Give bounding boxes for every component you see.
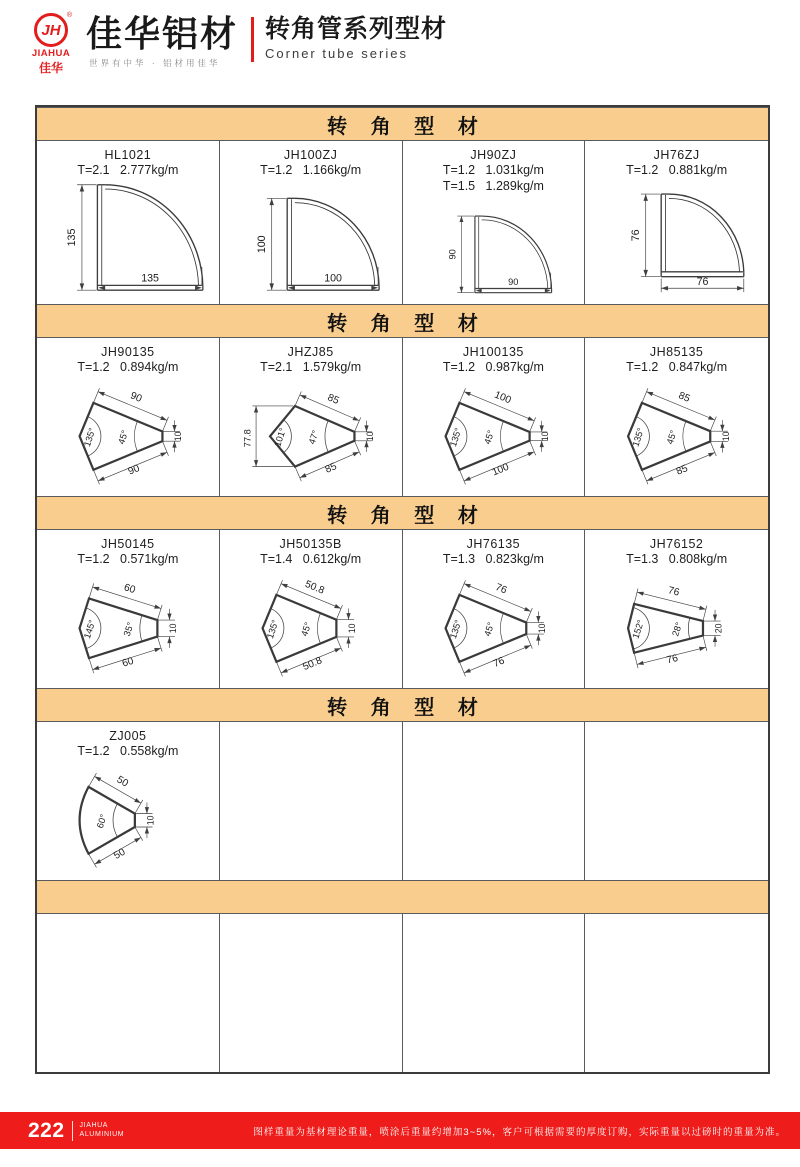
svg-text:135: 135 — [66, 228, 79, 247]
svg-text:28°: 28° — [670, 621, 685, 638]
svg-text:76: 76 — [667, 585, 681, 599]
svg-text:10: 10 — [346, 623, 357, 634]
svg-text:135°: 135° — [630, 426, 647, 449]
profile-specs — [37, 743, 219, 759]
profile-row — [37, 141, 768, 304]
logo-name-cn: 佳华 — [38, 61, 63, 75]
footer-brand-line1: JIAHUA — [79, 1121, 109, 1129]
spec-line: T=1.4 0.612kg/m — [260, 552, 362, 566]
series-title: 转角管系列型材 — [265, 15, 448, 43]
profile-cell — [37, 722, 220, 880]
svg-text:85: 85 — [677, 390, 692, 406]
svg-text:76: 76 — [630, 229, 643, 242]
profile-cell — [585, 722, 768, 880]
spec-line: T=1.3 0.823kg/m — [442, 552, 544, 566]
profile-drawing — [403, 375, 585, 496]
svg-text:100: 100 — [492, 389, 513, 407]
profile-specs — [220, 359, 402, 375]
profile-cell — [37, 141, 220, 304]
profile-drawing — [220, 921, 402, 1072]
profile-model: ZJ005 — [109, 729, 147, 743]
footer-divider — [72, 1121, 73, 1141]
profile-table — [35, 105, 770, 1074]
section-banner — [37, 880, 768, 914]
section-title: 转 角 型 材 — [327, 115, 487, 138]
svg-text:50: 50 — [114, 774, 130, 790]
svg-text:10: 10 — [173, 431, 184, 442]
page-number: 222 — [28, 1118, 65, 1142]
profile-cell — [37, 530, 220, 688]
profile-drawing — [403, 195, 585, 305]
profile-drawing — [220, 375, 402, 496]
section-banner — [37, 304, 768, 338]
spec-line: T=1.2 1.166kg/m — [260, 163, 362, 177]
spec-line: T=1.3 0.808kg/m — [626, 552, 728, 566]
svg-text:45°: 45° — [299, 621, 313, 638]
profile-drawing — [403, 567, 585, 688]
profile-specs — [403, 162, 585, 195]
series-subtitle: Corner tube series — [265, 45, 408, 61]
profile-row — [37, 338, 768, 496]
profile-specs — [220, 551, 402, 567]
svg-text:100: 100 — [324, 272, 342, 285]
spec-line: T=1.2 1.031kg/m — [442, 163, 544, 177]
profile-drawing — [585, 375, 768, 496]
header-divider — [251, 17, 254, 62]
profile-model: JH100ZJ — [283, 148, 338, 162]
svg-text:76: 76 — [493, 582, 508, 597]
spec-line: T=1.2 0.987kg/m — [442, 360, 544, 374]
registered-mark: ® — [66, 12, 72, 19]
profile-cell — [403, 722, 586, 880]
profile-specs — [220, 162, 402, 178]
profile-section — [37, 496, 768, 688]
page-header — [0, 0, 800, 84]
section-title: 转 角 型 材 — [327, 504, 487, 527]
profile-model: JHZJ85 — [287, 345, 334, 359]
profile-specs — [585, 162, 768, 178]
profile-row — [37, 530, 768, 688]
profile-drawing — [37, 178, 219, 304]
footer-brand — [80, 1122, 125, 1140]
profile-cell — [403, 141, 586, 304]
spec-line: T=1.2 0.881kg/m — [626, 163, 728, 177]
svg-text:45°: 45° — [481, 621, 496, 638]
profile-specs — [403, 551, 585, 567]
profile-cell — [585, 914, 768, 1072]
svg-text:50.8: 50.8 — [302, 579, 326, 597]
profile-model: JH50135B — [279, 537, 342, 551]
profile-cell — [403, 914, 586, 1072]
profile-model: JH50145 — [101, 537, 155, 551]
profile-model: JH76152 — [649, 537, 704, 551]
spec-line: T=1.5 1.289kg/m — [442, 179, 544, 194]
profile-specs — [37, 359, 219, 375]
brand-title: 佳华铝材 — [86, 13, 239, 54]
svg-text:50.8: 50.8 — [301, 655, 324, 674]
svg-text:10: 10 — [364, 431, 375, 442]
profile-model: HL1021 — [104, 148, 152, 162]
profile-row — [37, 722, 768, 880]
profile-drawing — [585, 567, 768, 688]
spec-line: T=2.1 2.777kg/m — [77, 163, 179, 177]
svg-text:77.8: 77.8 — [242, 429, 253, 448]
profile-drawing — [585, 178, 768, 304]
spec-line: T=1.2 0.847kg/m — [626, 360, 728, 374]
svg-text:145°: 145° — [82, 618, 98, 641]
spec-line: T=1.2 0.571kg/m — [77, 552, 179, 566]
profile-section — [37, 107, 768, 304]
page-footer — [0, 1112, 800, 1149]
profile-specs — [37, 551, 219, 567]
svg-text:85: 85 — [675, 463, 690, 478]
svg-text:135°: 135° — [264, 618, 281, 641]
profile-cell — [403, 530, 586, 688]
profile-cell — [220, 530, 403, 688]
profile-model: JH100135 — [462, 345, 524, 359]
svg-text:135°: 135° — [447, 426, 463, 449]
svg-text:135: 135 — [141, 272, 159, 285]
svg-text:90: 90 — [447, 248, 458, 260]
profile-cell — [403, 338, 586, 496]
profile-drawing — [37, 759, 219, 880]
profile-cell — [220, 338, 403, 496]
svg-text:10: 10 — [536, 623, 547, 634]
logo-mark-icon — [34, 12, 72, 47]
svg-text:45°: 45° — [665, 429, 679, 446]
profile-drawing — [220, 178, 402, 304]
profile-section — [37, 688, 768, 880]
svg-text:100: 100 — [490, 461, 511, 479]
svg-text:76: 76 — [665, 653, 680, 667]
profile-model: JH76135 — [466, 537, 521, 551]
profile-model: JH90135 — [101, 345, 155, 359]
svg-text:85: 85 — [325, 392, 341, 408]
svg-text:100: 100 — [255, 235, 268, 254]
svg-text:47°: 47° — [306, 429, 321, 446]
profile-drawing — [220, 729, 402, 880]
brand-block — [86, 14, 238, 69]
series-block — [265, 15, 447, 61]
profile-section — [37, 304, 768, 496]
svg-text:45°: 45° — [481, 429, 496, 446]
svg-text:152°: 152° — [630, 618, 647, 641]
svg-text:60: 60 — [122, 582, 137, 597]
logo-monogram: JH — [41, 21, 61, 39]
section-banner — [37, 688, 768, 722]
profile-model: JH85135 — [649, 345, 704, 359]
footer-brand-line2: ALUMINIUM — [79, 1130, 125, 1138]
section-banner — [37, 107, 768, 141]
profile-drawing — [37, 567, 219, 688]
svg-text:135°: 135° — [82, 426, 98, 449]
svg-text:85: 85 — [323, 461, 339, 477]
svg-text:76: 76 — [696, 276, 709, 289]
svg-text:90: 90 — [126, 463, 142, 478]
spec-line: T=1.2 0.894kg/m — [77, 360, 179, 374]
profile-specs — [403, 359, 585, 375]
svg-text:60: 60 — [120, 655, 136, 670]
brand-slogan: 世界有中华 · 铝材用佳华 — [89, 57, 221, 68]
profile-specs — [585, 551, 768, 567]
profile-cell — [220, 914, 403, 1072]
svg-text:10: 10 — [145, 815, 156, 826]
profile-cell — [220, 141, 403, 304]
profile-drawing — [37, 375, 219, 496]
jiahua-logo — [24, 13, 78, 76]
profile-cell — [585, 338, 768, 496]
svg-text:35°: 35° — [121, 621, 136, 638]
profile-drawing — [403, 729, 585, 880]
section-title: 转 角 型 材 — [327, 696, 487, 719]
profile-cell — [220, 722, 403, 880]
section-title: 转 角 型 材 — [327, 312, 487, 335]
svg-text:10: 10 — [539, 431, 550, 442]
svg-text:101°: 101° — [272, 426, 288, 449]
svg-text:135°: 135° — [447, 618, 463, 641]
profile-specs — [585, 359, 768, 375]
svg-text:10: 10 — [167, 623, 178, 634]
section-banner — [37, 496, 768, 530]
profile-drawing — [37, 921, 219, 1072]
profile-drawing — [403, 921, 585, 1072]
profile-specs — [37, 162, 219, 178]
profile-drawing — [585, 921, 768, 1072]
profile-model: JH90ZJ — [470, 148, 517, 162]
footer-note: 图样重量为基材理论重量，喷涂后重量约增加3~5%，客户可根据需要的厚度订购，实际重量以过磅时的重量为准。 — [253, 1126, 786, 1138]
svg-text:60°: 60° — [94, 813, 109, 830]
profile-drawing — [220, 567, 402, 688]
profile-row — [37, 914, 768, 1072]
svg-text:45°: 45° — [116, 429, 131, 446]
profile-cell — [585, 141, 768, 304]
profile-cell — [585, 530, 768, 688]
svg-text:90: 90 — [507, 276, 518, 287]
spec-line: T=1.2 0.558kg/m — [77, 744, 179, 758]
svg-text:76: 76 — [491, 655, 506, 671]
svg-text:10: 10 — [721, 431, 732, 442]
profile-cell — [37, 338, 220, 496]
profile-cell — [37, 914, 220, 1072]
spec-line: T=2.1 1.579kg/m — [260, 360, 362, 374]
svg-text:20: 20 — [713, 623, 724, 634]
profile-drawing — [585, 729, 768, 880]
profile-model: JH76ZJ — [653, 148, 700, 162]
svg-text:50: 50 — [112, 846, 128, 863]
svg-text:90: 90 — [128, 390, 144, 406]
profile-section — [37, 880, 768, 1072]
logo-name-en: JIAHUA — [31, 48, 71, 59]
